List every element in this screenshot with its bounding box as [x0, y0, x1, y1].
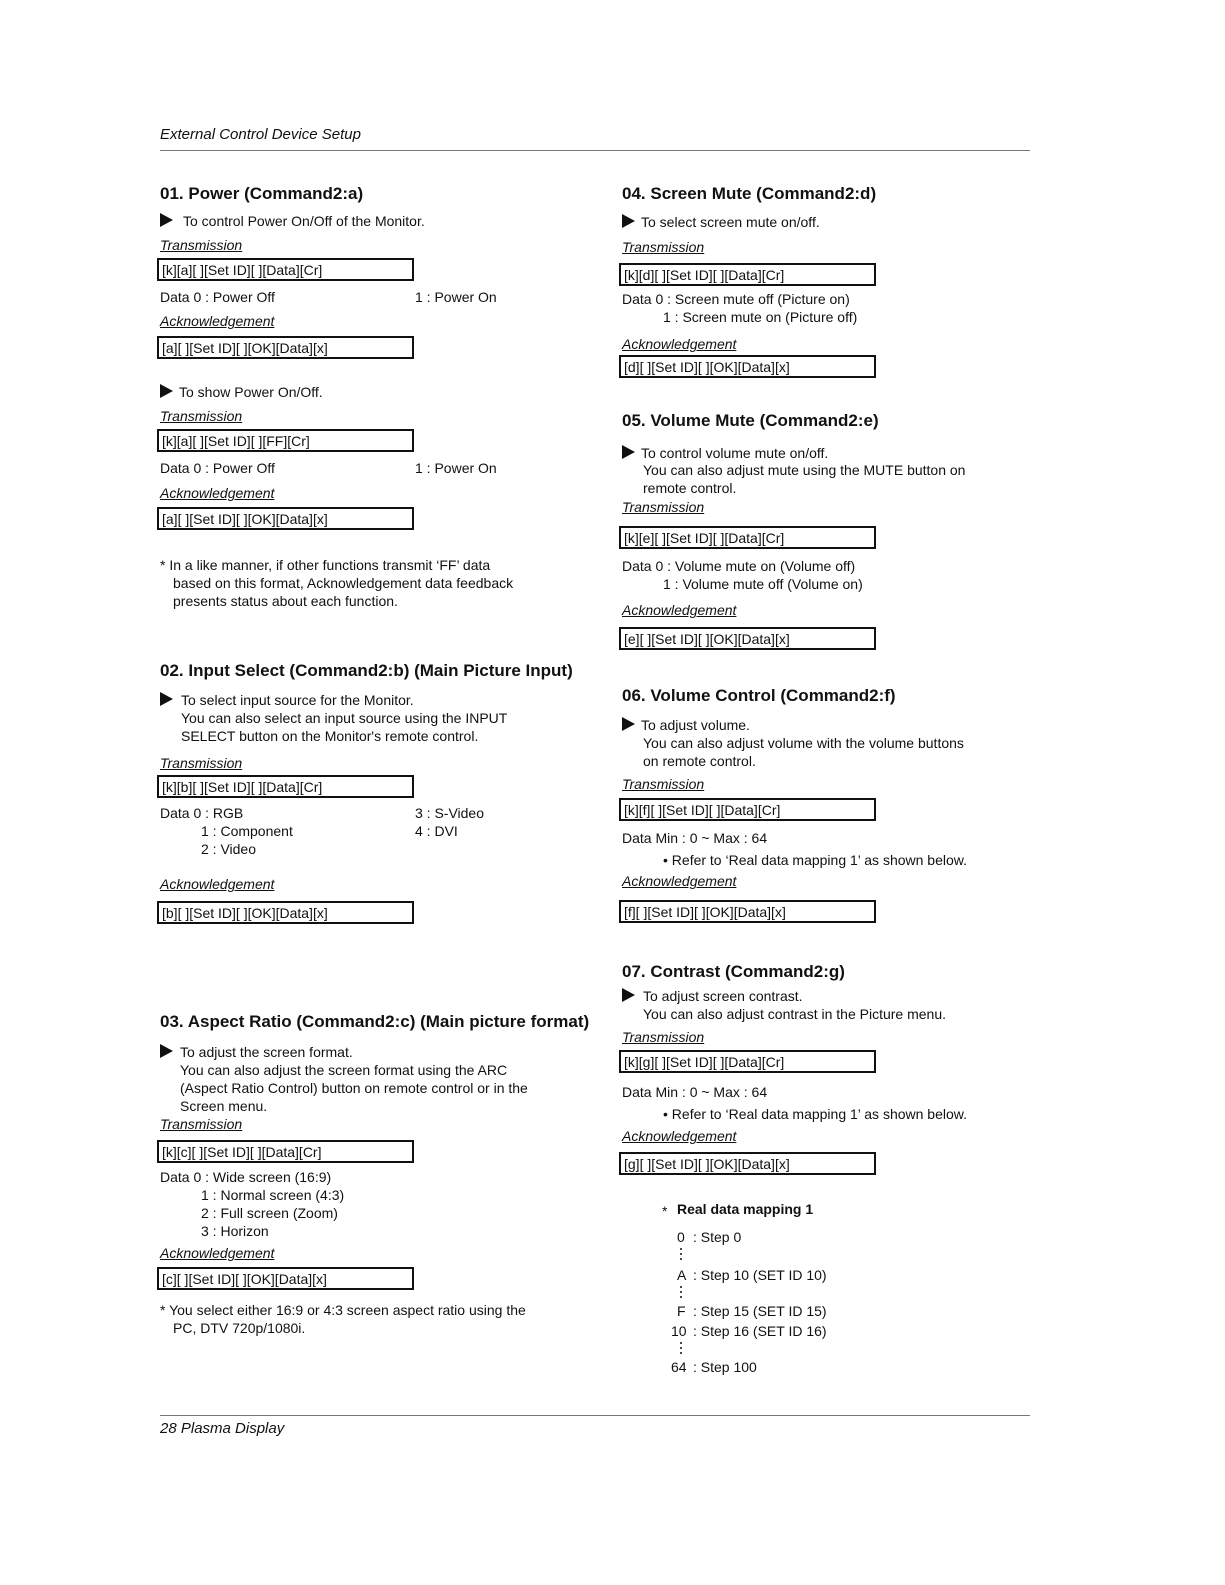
bullet-arrow-icon	[622, 717, 635, 731]
mapping-value: : Step 100	[693, 1359, 757, 1375]
data-value: • Refer to ‘Real data mapping 1’ as shown below.	[663, 1106, 968, 1122]
transmission-label: Transmission	[622, 239, 705, 255]
acknowledgement-label: Acknowledgement	[622, 336, 737, 352]
section-desc: To show Power On/Off.	[179, 384, 323, 400]
section-desc: SELECT button on the Monitor's remote control.	[181, 728, 479, 744]
data-value: 1 : Component	[201, 823, 293, 839]
mapping-key: 0	[677, 1229, 685, 1245]
section-title-contrast: 07. Contrast (Command2:g)	[622, 962, 845, 981]
transmission-code-box: [k][b][ ][Set ID][ ][Data][Cr]	[157, 775, 414, 798]
section-desc: To select input source for the Monitor.	[181, 692, 414, 708]
mapping-value: : Step 15 (SET ID 15)	[693, 1303, 827, 1319]
note-text: * In a like manner, if other functions transmit ‘FF’ data	[160, 557, 491, 573]
transmission-label: Transmission	[622, 499, 705, 515]
acknowledgement-code-box: [c][ ][Set ID][ ][OK][Data][x]	[157, 1267, 414, 1290]
vertical-ellipsis-icon	[680, 1248, 683, 1263]
note-text: PC, DTV 720p/1080i.	[173, 1320, 306, 1336]
transmission-label: Transmission	[160, 237, 243, 253]
mapping-value: : Step 10 (SET ID 10)	[693, 1267, 827, 1283]
transmission-label: Transmission	[160, 755, 243, 771]
data-value: 1 : Volume mute off (Volume on)	[663, 576, 863, 592]
transmission-label: Transmission	[622, 776, 705, 792]
data-value: 1 : Power On	[415, 460, 497, 476]
section-title-power: 01. Power (Command2:a)	[160, 184, 364, 203]
note-text: presents status about each function.	[173, 593, 398, 609]
bullet-arrow-icon	[160, 1044, 173, 1058]
section-desc: You can also adjust contrast in the Picture menu.	[643, 1006, 946, 1022]
acknowledgement-code-box: [a][ ][Set ID][ ][OK][Data][x]	[157, 336, 414, 359]
data-value: 1 : Power On	[415, 289, 497, 305]
acknowledgement-label: Acknowledgement	[160, 313, 275, 329]
acknowledgement-code-box: [b][ ][Set ID][ ][OK][Data][x]	[157, 901, 414, 924]
transmission-code-box: [k][d][ ][Set ID][ ][Data][Cr]	[619, 263, 876, 286]
section-desc: To select screen mute on/off.	[641, 214, 820, 230]
section-desc: To adjust volume.	[641, 717, 750, 733]
mapping-star: *	[662, 1203, 668, 1219]
section-desc: You can also adjust mute using the MUTE button on	[643, 462, 966, 478]
data-value: 2 : Video	[201, 841, 257, 857]
section-title-screen-mute: 04. Screen Mute (Command2:d)	[622, 184, 877, 203]
section-title-volume-control: 06. Volume Control (Command2:f)	[622, 686, 896, 705]
acknowledgement-label: Acknowledgement	[622, 602, 737, 618]
data-value: 1 : Normal screen (4:3)	[201, 1187, 345, 1203]
section-desc: You can also select an input source using the INPUT	[181, 710, 508, 726]
page-header-title: External Control Device Setup	[160, 126, 361, 143]
section-desc: remote control.	[643, 480, 737, 496]
section-desc: Screen menu.	[180, 1098, 268, 1114]
acknowledgement-label: Acknowledgement	[622, 873, 737, 889]
data-value: 3 : S-Video	[415, 805, 485, 821]
transmission-label: Transmission	[160, 1116, 243, 1132]
acknowledgement-code-box: [e][ ][Set ID][ ][OK][Data][x]	[619, 627, 876, 650]
page-footer: 28 Plasma Display	[160, 1420, 285, 1437]
section-desc: To control volume mute on/off.	[641, 445, 829, 461]
data-value: • Refer to ‘Real data mapping 1’ as shown below.	[663, 852, 968, 868]
section-desc: on remote control.	[643, 753, 756, 769]
mapping-title: Real data mapping 1	[677, 1201, 814, 1217]
transmission-code-box: [k][f][ ][Set ID][ ][Data][Cr]	[619, 798, 876, 821]
mapping-key: A	[677, 1267, 687, 1283]
acknowledgement-code-box: [d][ ][Set ID][ ][OK][Data][x]	[619, 355, 876, 378]
mapping-value: : Step 16 (SET ID 16)	[693, 1323, 827, 1339]
bullet-arrow-icon	[160, 213, 173, 227]
data-value: 1 : Screen mute on (Picture off)	[663, 309, 858, 325]
acknowledgement-label: Acknowledgement	[622, 1128, 737, 1144]
section-desc: To control Power On/Off of the Monitor.	[183, 213, 425, 229]
data-value: 3 : Horizon	[201, 1223, 269, 1239]
transmission-code-box: [k][g][ ][Set ID][ ][Data][Cr]	[619, 1050, 876, 1073]
mapping-key: 64	[671, 1359, 687, 1375]
bullet-arrow-icon	[160, 384, 173, 398]
acknowledgement-code-box: [a][ ][Set ID][ ][OK][Data][x]	[157, 507, 414, 530]
acknowledgement-label: Acknowledgement	[160, 876, 275, 892]
data-value: Data 0 : Power Off	[160, 289, 275, 305]
section-desc: You can also adjust volume with the volume buttons	[643, 735, 964, 751]
section-title-input-select: 02. Input Select (Command2:b) (Main Picture Input)	[160, 661, 573, 680]
data-value: Data 0 : Power Off	[160, 460, 275, 476]
bullet-arrow-icon	[622, 214, 635, 228]
data-value: Data 0 : Screen mute off (Picture on)	[622, 291, 850, 307]
transmission-code-box: [k][a][ ][Set ID][ ][FF][Cr]	[157, 429, 414, 452]
note-text: * You select either 16:9 or 4:3 screen aspect ratio using the	[160, 1302, 526, 1318]
data-value: Data 0 : Volume mute on (Volume off)	[622, 558, 856, 574]
vertical-ellipsis-icon	[680, 1342, 683, 1357]
note-text: based on this format, Acknowledgement data feedback	[173, 575, 514, 591]
header-rule	[160, 150, 1030, 151]
section-title-aspect-ratio: 03. Aspect Ratio (Command2:c) (Main picture format)	[160, 1012, 590, 1031]
section-desc: (Aspect Ratio Control) button on remote control or in the	[180, 1080, 528, 1096]
transmission-label: Transmission	[622, 1029, 705, 1045]
data-value: Data Min : 0 ~ Max : 64	[622, 1084, 768, 1100]
mapping-key: F	[677, 1303, 686, 1319]
data-value: Data 0 : RGB	[160, 805, 244, 821]
section-desc: To adjust the screen format.	[180, 1044, 353, 1060]
section-desc: To adjust screen contrast.	[643, 988, 803, 1004]
acknowledgement-code-box: [f][ ][Set ID][ ][OK][Data][x]	[619, 900, 876, 923]
acknowledgement-label: Acknowledgement	[160, 485, 275, 501]
data-value: Data Min : 0 ~ Max : 64	[622, 830, 768, 846]
mapping-value: : Step 0	[693, 1229, 742, 1245]
acknowledgement-label: Acknowledgement	[160, 1245, 275, 1261]
footer-rule	[160, 1415, 1030, 1416]
data-value: 4 : DVI	[415, 823, 458, 839]
section-title-volume-mute: 05. Volume Mute (Command2:e)	[622, 411, 879, 430]
transmission-code-box: [k][e][ ][Set ID][ ][Data][Cr]	[619, 526, 876, 549]
data-value: Data 0 : Wide screen (16:9)	[160, 1169, 332, 1185]
mapping-key: 10	[671, 1323, 687, 1339]
acknowledgement-code-box: [g][ ][Set ID][ ][OK][Data][x]	[619, 1152, 876, 1175]
bullet-arrow-icon	[622, 445, 635, 459]
transmission-code-box: [k][c][ ][Set ID][ ][Data][Cr]	[157, 1140, 414, 1163]
vertical-ellipsis-icon	[680, 1286, 683, 1301]
bullet-arrow-icon	[622, 988, 635, 1002]
data-value: 2 : Full screen (Zoom)	[201, 1205, 338, 1221]
section-desc: You can also adjust the screen format using the ARC	[180, 1062, 508, 1078]
transmission-label: Transmission	[160, 408, 243, 424]
transmission-code-box: [k][a][ ][Set ID][ ][Data][Cr]	[157, 258, 414, 281]
bullet-arrow-icon	[160, 692, 173, 706]
